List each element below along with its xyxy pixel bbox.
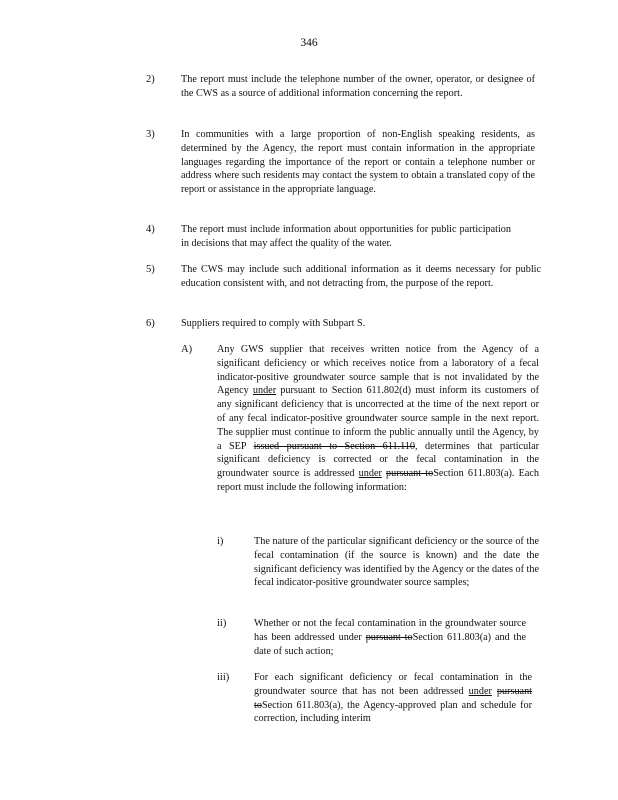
text-run: Any GWS supplier that receives written notice from the Agency of a significant deficiency or which receives notice from a laboratory of a fecal indicator-positive groundwater source sample that is not invalidated by the Agency <box>217 344 539 397</box>
roman-number: iii) <box>217 672 230 683</box>
roman-number: i) <box>217 536 224 547</box>
item-number: 3) <box>146 129 155 140</box>
text-run: For each significant deficiency or fecal contamination in the groundwater source that has not been addressed <box>254 672 532 697</box>
text-run: Section 611.803(a). Each report must include the following information: <box>217 468 539 493</box>
text-run: pursuant to Section 611.802(d) must inform its customers of any significant deficiency that is uncorrected at the time of the next report or of any fecal indicator-positive groundwater source sample in the next report. The supplier must continue to inform the public annually until the Agency, by a SEP <box>217 385 539 452</box>
page-number: 346 <box>300 37 318 49</box>
deleted-text: pursuant to <box>365 631 413 643</box>
subitem-text <box>217 343 539 495</box>
item-text: The CWS may include such additional information as it deems necessary for public education consistent with, and not detracting from, the purpose of the report. <box>181 264 541 289</box>
roman-number: ii) <box>217 618 227 629</box>
item-text: In communities with a large proportion of non-English speaking residents, as determined by the Agency, the report must contain information in the appropriate languages regarding the importance of the report or contain a telephone number or address where such residents may contact the system to obtain a translated copy of the report or assistance in the appropriate language. <box>181 129 535 196</box>
text-run: Section 611.803(a) and the date of such action; <box>254 631 526 657</box>
text-run: Section 611.803(a), the Agency-approved plan and schedule for correction, including interim <box>254 699 532 725</box>
inserted-text: under <box>468 685 492 697</box>
inserted-text: under <box>358 468 382 480</box>
text-run: Whether or not the fecal contamination in the groundwater source has been addressed under <box>254 618 526 643</box>
deleted-text: issued pursuant to Section 611.110 <box>253 440 415 452</box>
roman-item-text <box>254 617 526 658</box>
text-run: The nature of the particular significant deficiency or the source of the fecal contamination (if the source is known) and the date the significant deficiency was identified by the Agency or the dates of the fecal indicator-positive groundwater source samples; <box>254 536 539 589</box>
text-run: , determines that particular significant deficiency is corrected or the fecal contamination in the groundwater source is addressed <box>217 440 539 480</box>
item-text: The report must include information about opportunities for public participation in decisions that may affect the quality of the water. <box>181 224 511 249</box>
deleted-text: pursuant to <box>386 468 434 480</box>
subitem-number: A) <box>181 344 193 355</box>
inserted-text: under <box>252 385 277 397</box>
deleted-text: pursuant to <box>254 685 532 711</box>
item-number: 6) <box>146 318 155 329</box>
item-text: Suppliers required to comply with Subpart S. <box>181 318 366 329</box>
roman-item-text <box>254 535 539 590</box>
roman-item-text <box>254 671 532 726</box>
item-number: 4) <box>146 224 155 235</box>
item-number: 5) <box>146 264 155 275</box>
item-number: 2) <box>146 74 155 85</box>
item-text: The report must include the telephone number of the owner, operator, or designee of the CWS as a source of additional information concerning the report. <box>181 74 535 99</box>
